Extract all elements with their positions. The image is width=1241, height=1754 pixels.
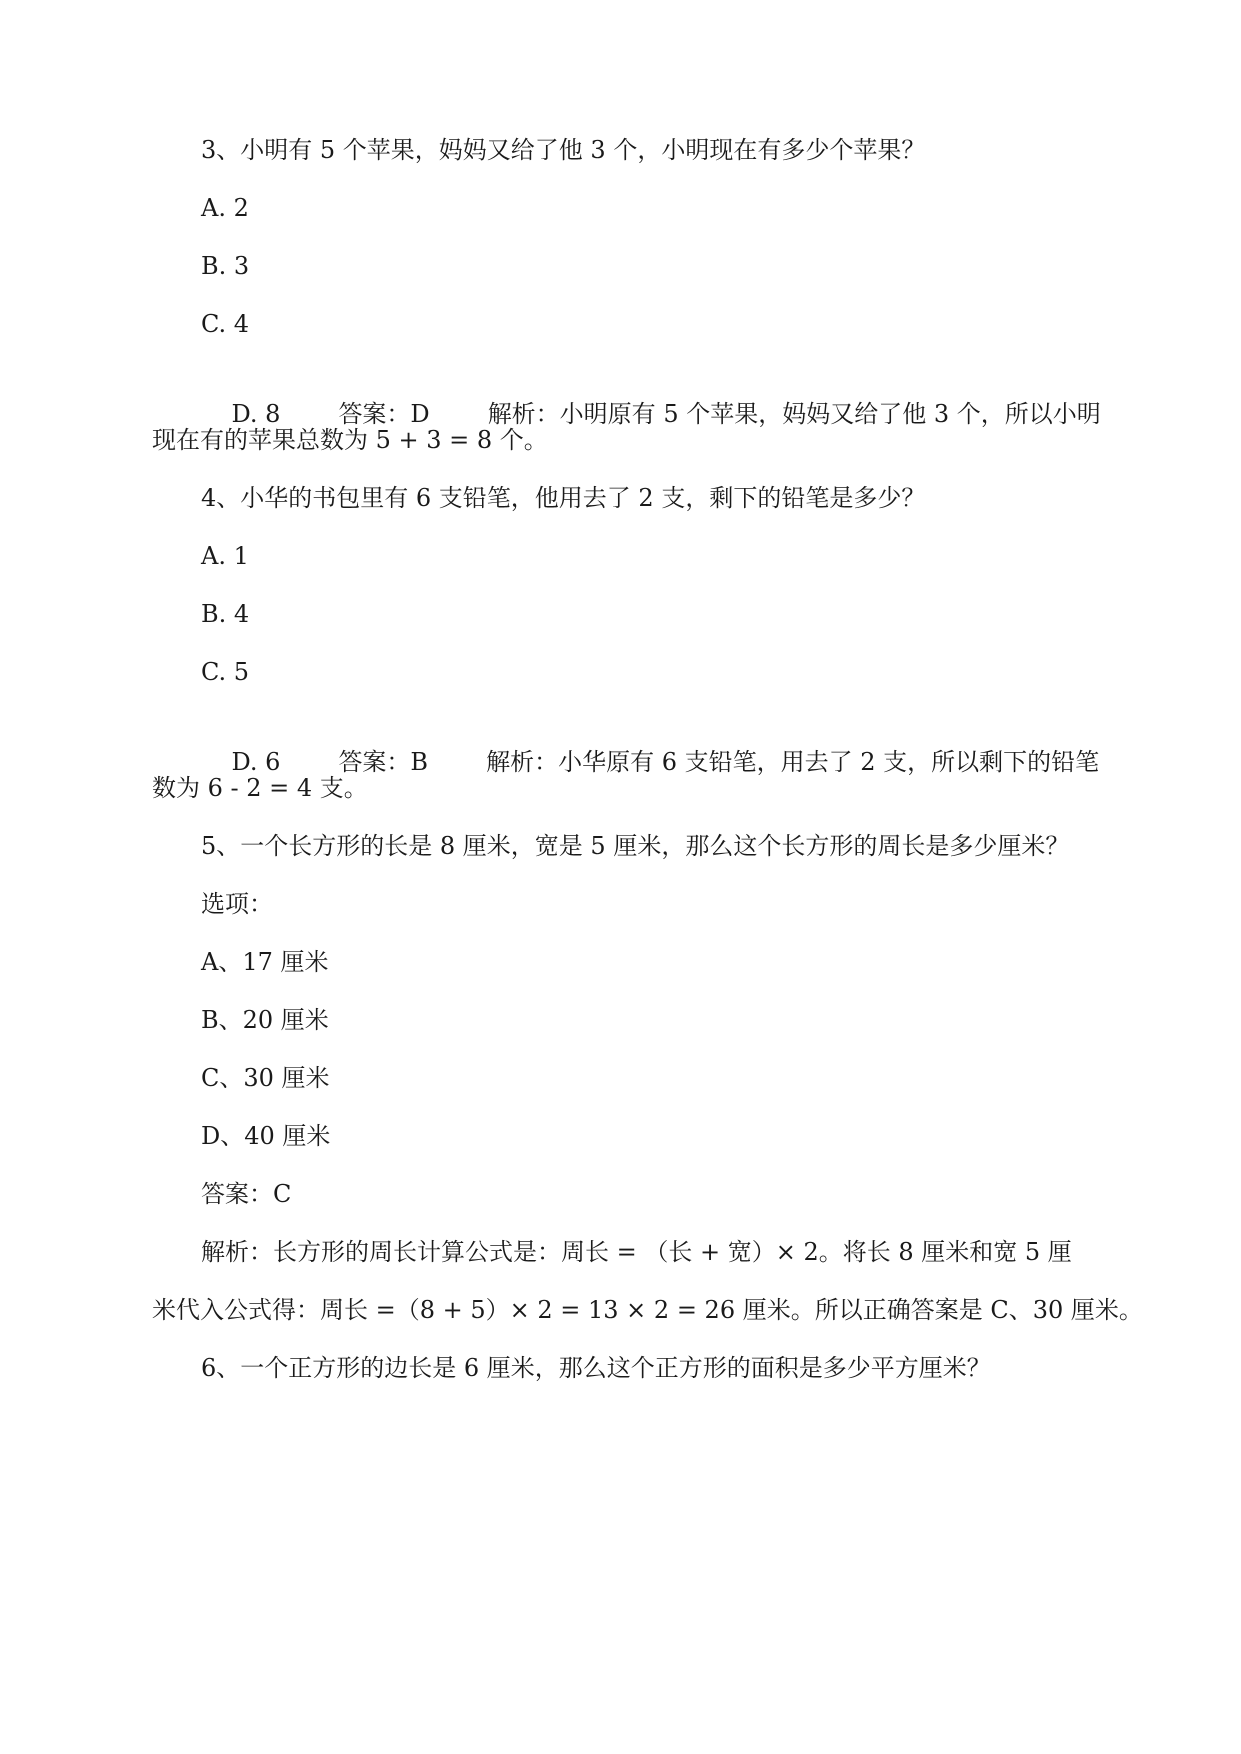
q6-question: 6、一个正方形的边长是 6 厘米，那么这个正方形的面积是多少平方厘米？ — [201, 1354, 991, 1382]
q3-option-d: D. 8 — [231, 400, 281, 428]
q3-option-a: A. 2 — [201, 194, 249, 222]
q4-option-d: D. 6 — [231, 748, 281, 776]
q4-answer: 答案：B — [338, 748, 429, 776]
q4-analysis-line2: 数为 6 - 2 = 4 支。 — [152, 774, 368, 802]
q5-options-label: 选项： — [201, 890, 273, 918]
q4-option-c: C. 5 — [201, 658, 250, 686]
q5-answer: 答案：C — [201, 1180, 292, 1208]
q4-option-b: B. 4 — [201, 600, 250, 628]
q3-option-b: B. 3 — [201, 252, 250, 280]
q5-option-a: A、17 厘米 — [201, 948, 329, 976]
q3-option-c: C. 4 — [201, 310, 250, 338]
q3-analysis-line1: 解析：小明原有 5 个苹果，妈妈又给了他 3 个，所以小明 — [487, 400, 1101, 428]
q5-question: 5、一个长方形的长是 8 厘米，宽是 5 厘米，那么这个长方形的周长是多少厘米？ — [201, 832, 1070, 860]
q4-question: 4、小华的书包里有 6 支铅笔，他用去了 2 支，剩下的铅笔是多少？ — [201, 484, 926, 512]
q5-analysis-line2: 米代入公式得：周长 =（8 + 5）× 2 = 13 × 2 = 26 厘米。所以正确答案是 C、30 厘米。 — [152, 1296, 1143, 1324]
q5-option-c: C、30 厘米 — [201, 1064, 330, 1092]
q5-option-d: D、40 厘米 — [201, 1122, 331, 1150]
q5-analysis-line1: 解析：长方形的周长计算公式是：周长 = （长 + 宽）× 2。将长 8 厘米和宽 5 厘 — [201, 1238, 1072, 1266]
q3-question: 3、小明有 5 个苹果，妈妈又给了他 3 个，小明现在有多少个苹果？ — [201, 136, 926, 164]
q5-option-b: B、20 厘米 — [201, 1006, 329, 1034]
q4-analysis-line1: 解析：小华原有 6 支铅笔，用去了 2 支，所以剩下的铅笔 — [486, 748, 1100, 776]
q3-analysis-line2: 现在有的苹果总数为 5 + 3 = 8 个。 — [152, 426, 548, 454]
q3-answer: 答案：D — [338, 400, 430, 428]
q4-option-a: A. 1 — [201, 542, 249, 570]
